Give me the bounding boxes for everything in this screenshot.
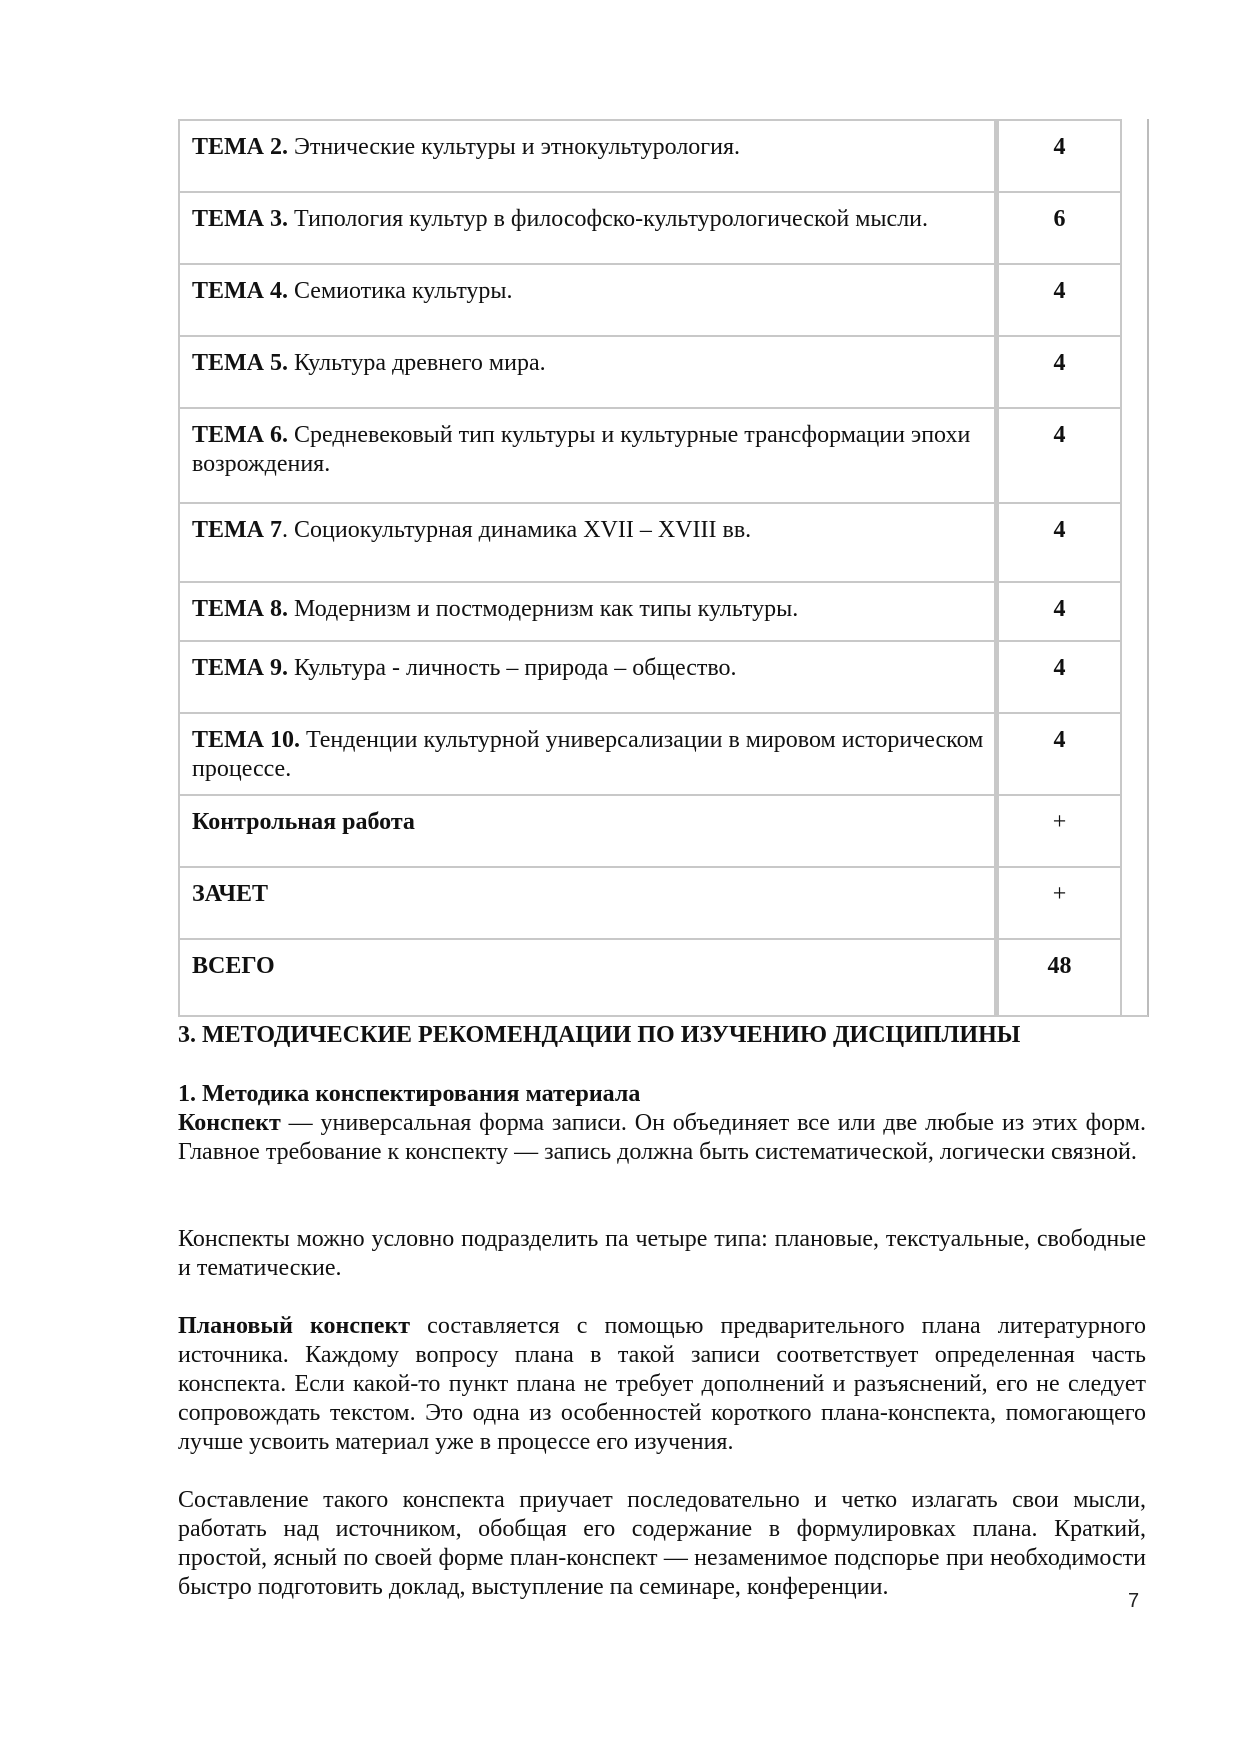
paragraph: [178, 1109, 1146, 1167]
topic-label-suffix: .: [282, 517, 288, 543]
term-planovy-konspekt: Плановый конспект: [178, 1313, 411, 1339]
topic-text: Типология культур в философско-культурологической мысли.: [288, 206, 929, 232]
topic-text: Социокультурная динамика XVII – XVIII вв.: [288, 517, 752, 543]
table-row: [178, 640, 1150, 712]
hours-cell: +: [996, 866, 1120, 938]
hours-cell: 4: [996, 502, 1120, 581]
hours-cell: 4: [996, 712, 1120, 794]
paragraph: Конспекты можно условно подразделить па четыре типа: плановые, текстуальные, свободные и тематические.: [178, 1226, 1146, 1281]
term-konspekt: Конспект: [178, 1110, 281, 1136]
hours-cell: 4: [996, 119, 1120, 191]
topic-cell: [178, 712, 996, 794]
paragraph-text: — универсальная форма записи. Он объединяет все или две любые из этих форм. Главное требование к конспекту — запись должна быть систематической, логически связной.: [178, 1110, 1146, 1165]
topic-text: Культура древнего мира.: [288, 350, 546, 376]
section-title: 3. МЕТОДИЧЕСКИЕ РЕКОМЕНДАЦИИ ПО ИЗУЧЕНИЮ ДИСЦИПЛИНЫ: [178, 1022, 1021, 1048]
table-row: [178, 502, 1150, 581]
hours-cell: 4: [996, 640, 1120, 712]
table-row: [178, 335, 1150, 407]
table-row: [178, 866, 1150, 938]
topic-cell: [178, 191, 996, 263]
topic-text: Семиотика культуры.: [288, 278, 513, 304]
table-row: [178, 407, 1150, 502]
topic-cell: [178, 335, 996, 407]
topic-label: ТЕМА 8.: [192, 596, 288, 622]
topic-cell: [178, 866, 996, 938]
topic-cell: [178, 794, 996, 866]
topic-label: ТЕМА 4.: [192, 278, 288, 304]
hours-cell: 4: [996, 263, 1120, 335]
page-number: 7: [1128, 1590, 1140, 1612]
topic-label: ТЕМА 7: [192, 517, 282, 543]
table-row: [178, 581, 1150, 640]
topic-label: ТЕМА 5.: [192, 350, 288, 376]
topic-cell: [178, 938, 996, 1017]
section-subtitle: 1. Методика конспектирования материала: [178, 1081, 641, 1107]
hours-table: [178, 119, 1150, 1017]
hours-cell: 4: [996, 407, 1120, 502]
topic-label: Контрольная работа: [192, 809, 415, 835]
table-row: [178, 794, 1150, 866]
hours-cell: 48: [996, 938, 1120, 1017]
topic-text: Средневековый тип культуры и культурные трансформации эпохи возрождения.: [192, 422, 971, 477]
paragraph: [178, 1312, 1146, 1457]
topic-label: ТЕМА 3.: [192, 206, 288, 232]
paragraph: Составление такого конспекта приучает последовательно и четко излагать свои мысли, работать над источником, обобщая его содержание в формулировках плана. Краткий, простой, ясный по своей форме план-конспект — незаменимое подспорье при необходимости быстро подготовить доклад, выступление па семинаре, конференции.: [178, 1487, 1146, 1600]
topic-cell: [178, 581, 996, 640]
table-row: [178, 119, 1150, 191]
table-row: [178, 938, 1150, 1017]
topic-label: ЗАЧЕТ: [192, 881, 268, 907]
topic-text: Тенденции культурной универсализации в мировом историческом процессе.: [192, 727, 984, 782]
topic-text: Этнические культуры и этнокультурология.: [288, 134, 741, 160]
hours-cell: +: [996, 794, 1120, 866]
table-border: [178, 1015, 1148, 1017]
table-row: [178, 263, 1150, 335]
topic-cell: [178, 640, 996, 712]
hours-cell: 4: [996, 335, 1120, 407]
topic-cell: [178, 502, 996, 581]
paragraph-text: составляется с помощью предварительного плана литературного источника. Каждому вопросу плана в такой записи соответствует определенная часть конспекта. Если какой-то пункт плана не требует дополнений и разъяснений, его не следует сопровождать текстом. Это одна из особенностей короткого плана-конспекта, помогающего лучше усвоить материал уже в процессе его изучения.: [178, 1313, 1146, 1455]
topic-text: Модернизм и постмодернизм как типы культуры.: [288, 596, 799, 622]
topic-label: ТЕМА 6.: [192, 422, 288, 448]
table-border: [1120, 119, 1122, 1017]
topic-cell: [178, 407, 996, 502]
table-row: [178, 191, 1150, 263]
topic-label: ТЕМА 10.: [192, 727, 300, 753]
topic-cell: [178, 263, 996, 335]
topic-label: ТЕМА 9.: [192, 655, 288, 681]
topic-text: Культура - личность – природа – общество.: [288, 655, 737, 681]
table-border: [1147, 119, 1149, 1017]
hours-cell: 6: [996, 191, 1120, 263]
topic-label: ТЕМА 2.: [192, 134, 288, 160]
topic-label: ВСЕГО: [192, 953, 275, 979]
hours-cell: 4: [996, 581, 1120, 640]
table-row: [178, 712, 1150, 794]
topic-cell: [178, 119, 996, 191]
